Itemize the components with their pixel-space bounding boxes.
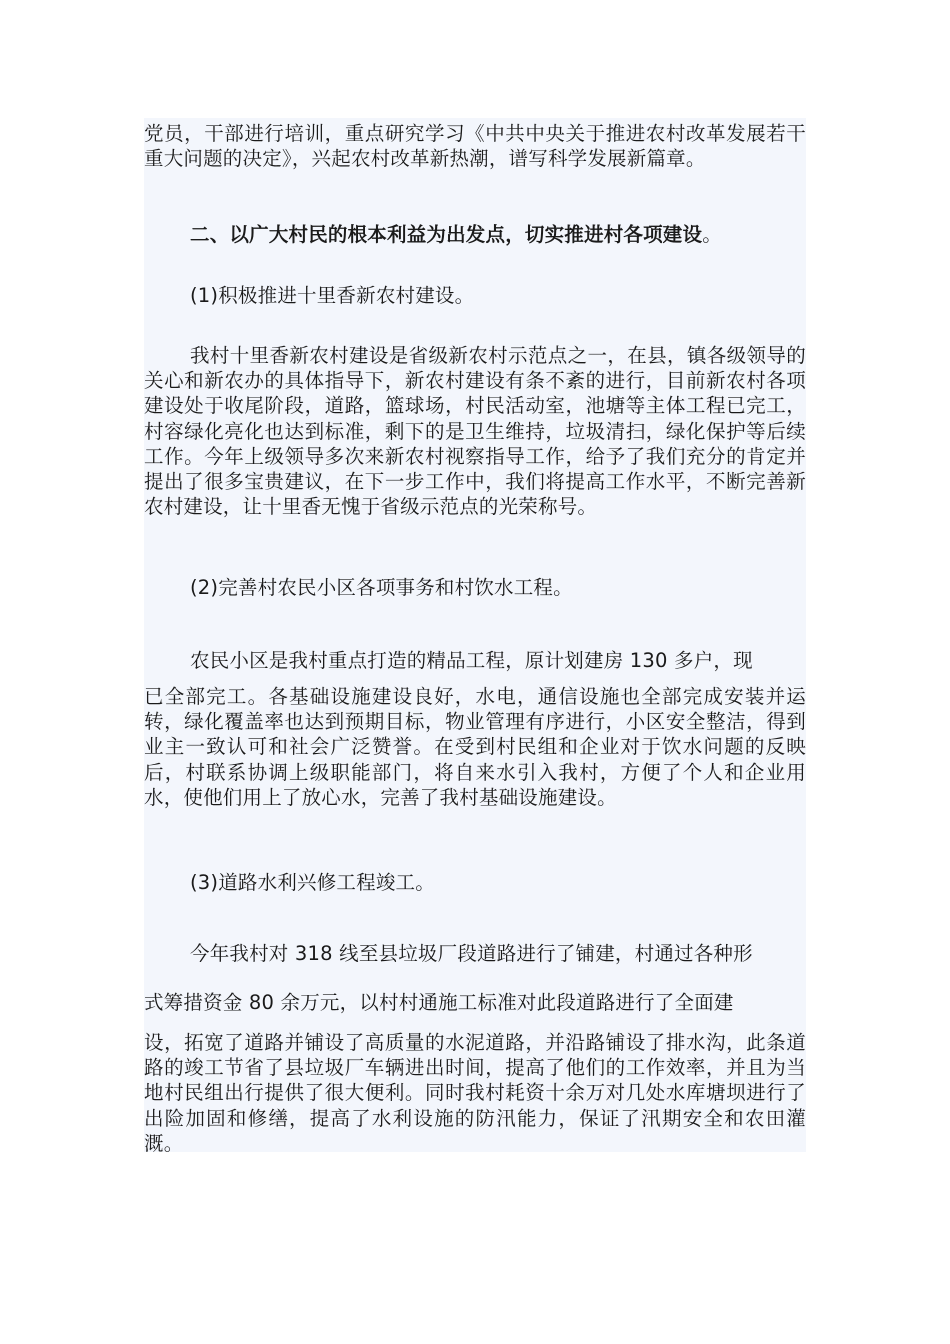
item-3-title: (3)道路水利兴修工程竣工。 — [190, 871, 435, 894]
item-3-body-second-line: 式筹措资金 80 余万元，以村村通施工标准对此段道路进行了全面建 — [144, 991, 734, 1014]
item-3-body-first-line: 今年我村对 318 线至县垃圾厂段道路进行了铺建，村通过各种形 — [190, 942, 753, 965]
intro-continuation-paragraph: 党员，干部进行培训，重点研究学习《中共中央关于推进农村改革发展若干重大问题的决定》，兴起农村改革新热潮，谱写科学发展新篇章。 — [144, 122, 806, 171]
item-3-body: 设，拓宽了道路并铺设了高质量的水泥道路，并沿路铺设了排水沟，此条道路的竣工节省了县垃圾厂车辆进出时间，提高了他们的工作效率，并且为当地村民组出行提供了很大便利。同时我村耗资十余万对几处水库塘坝进行了出险加固和修缮，提高了水利设施的防汛能力，保证了汛期安全和农田灌溉。 — [144, 1031, 806, 1155]
item-2-title: (2)完善村农民小区各项事务和村饮水工程。 — [190, 576, 573, 599]
item-2-body: 已全部完工。各基础设施建设良好，水电，通信设施也全部完成安装并运转，绿化覆盖率也达到预期目标，物业管理有序进行，小区安全整洁，得到业主一致认可和社会广泛赞誉。在受到村民组和企业对于饮水问题的反映后，村联系协调上级职能部门，将自来水引入我村，方便了个人和企业用水，使他们用上了放心水，完善了我村基础设施建设。 — [144, 685, 806, 809]
item-1-title: (1)积极推进十里香新农村建设。 — [190, 284, 475, 307]
item-1-body: 我村十里香新农村建设是省级新农村示范点之一，在县，镇各级领导的关心和新农办的具体指导下，新农村建设有条不紊的进行，目前新农村各项建设处于收尾阶段，道路，篮球场，村民活动室，池塘等主体工程已完工，村容绿化亮化也达到标准，剩下的是卫生维持，垃圾清扫，绿化保护等后续工作。今年上级领导多次来新农村视察指导工作，给予了我们充分的肯定并提出了很多宝贵建议，在下一步工作中，我们将提高工作水平，不断完善新农村建设，让十里香无愧于省级示范点的光荣称号。 — [144, 344, 806, 519]
section-heading-text: 二、以广大村民的根本利益为出发点，切实推进村各项建设 — [190, 223, 703, 246]
item-2-body-first-line: 农民小区是我村重点打造的精品工程，原计划建房 130 多户，现 — [190, 649, 753, 672]
section-heading — [144, 222, 806, 247]
section-heading-period: 。 — [702, 223, 722, 246]
